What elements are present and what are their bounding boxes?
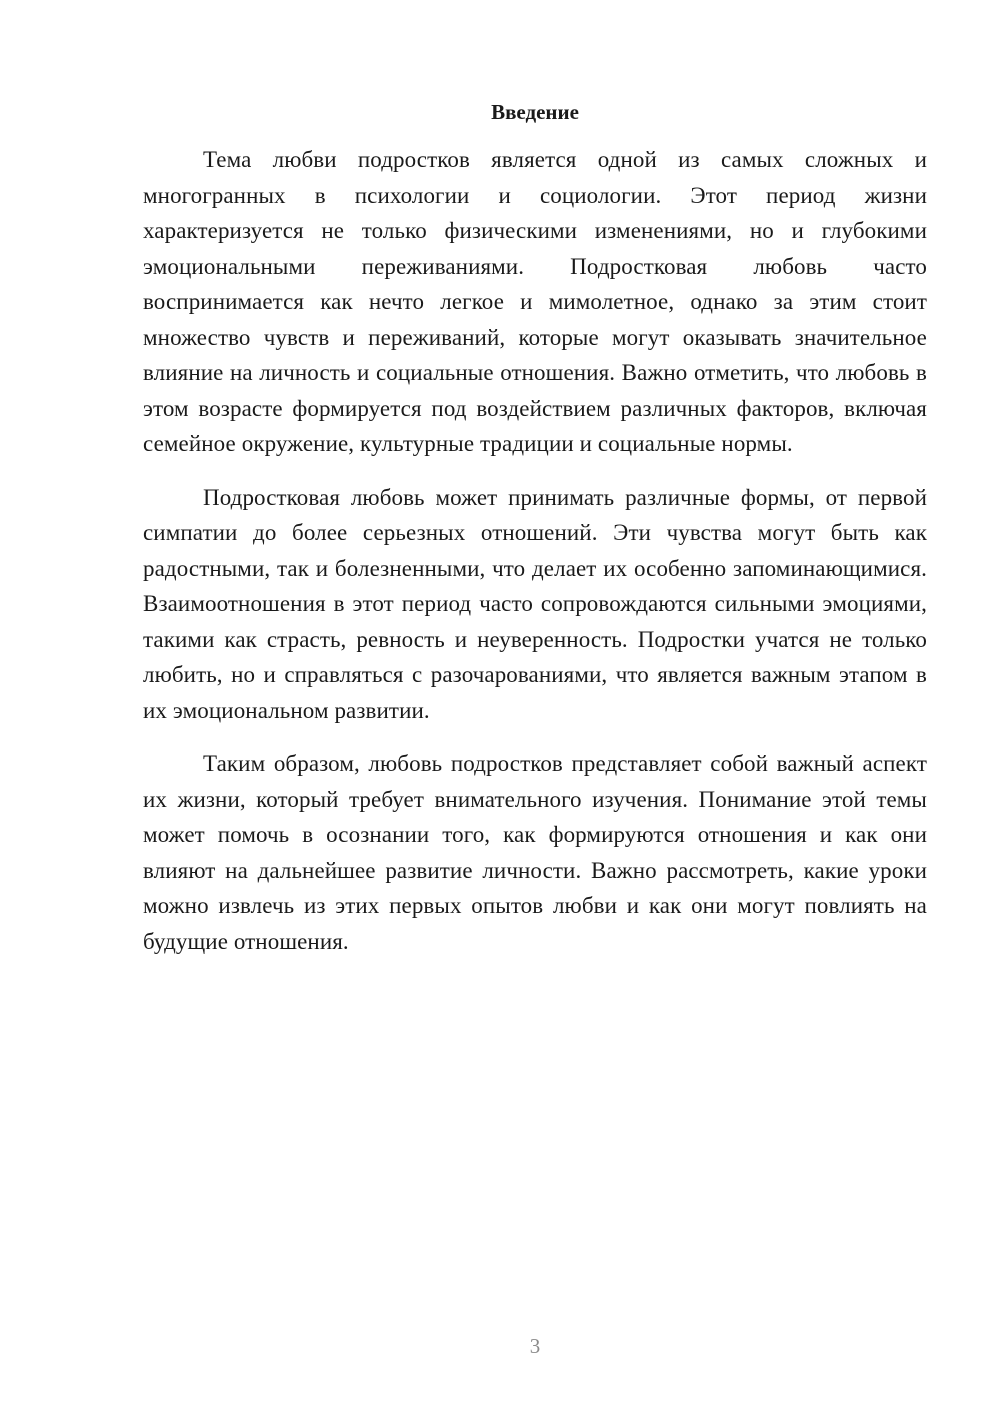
page-number: 3 xyxy=(529,1334,541,1358)
paragraph-3: Таким образом, любовь подростков представляет собой важный аспект их жизни, который требует внимательного изучения. Понимание этой темы может помочь в осознании того, как формируются отношения и как они влияют на дальнейшее развитие личности. Важно рассмотреть, какие уроки можно извлечь из этих первых опытов любви и как они могут повлиять на будущие отношения. xyxy=(143,751,927,954)
section-title: Введение xyxy=(491,100,579,124)
document-body xyxy=(143,142,927,977)
paragraph-1: Тема любви подростков является одной из самых сложных и многогранных в психологии и социологии. Этот период жизни характеризуется не только физическими изменениями, но и глубокими эмоциональными переживаниями. Подростковая любовь часто воспринимается как нечто легкое и мимолетное, однако за этим стоит множество чувств и переживаний, которые могут оказывать значительное влияние на личность и социальные отношения. Важно отметить, что любовь в этом возрасте формируется под воздействием различных факторов, включая семейное окружение, культурные традиции и социальные нормы. xyxy=(143,147,927,456)
paragraph-2: Подростковая любовь может принимать различные формы, от первой симпатии до более серьезных отношений. Эти чувства могут быть как радостными, так и болезненными, что делает их особенно запоминающимися. Взаимоотношения в этот период часто сопровождаются сильными эмоциями, такими как страсть, ревность и неуверенность. Подростки учатся не только любить, но и справляться с разочарованиями, что является важным этапом в их эмоциональном развитии. xyxy=(143,484,927,723)
